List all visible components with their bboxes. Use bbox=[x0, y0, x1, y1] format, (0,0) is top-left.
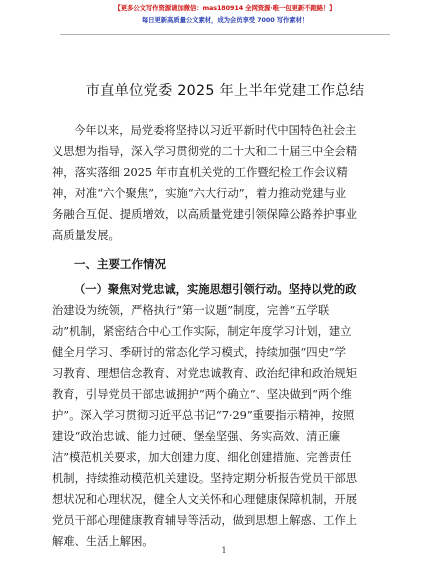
paragraph-line: 党员干部心理健康教育辅导等活动，做到思想上解惑、工作上 bbox=[52, 514, 358, 527]
intro-line: 高质量发展。 bbox=[52, 229, 120, 242]
intro-line: 今年以来，局党委将坚持以习近平新时代中国特色社会主 bbox=[74, 124, 357, 137]
subsection-heading: （一）聚焦对党忠诚，实施思想引领行动。坚持以党的政 bbox=[74, 283, 357, 296]
promo-banner-line-1: 【更多公文写作资源请加微信：mas180914 全网资源·唯一包更新不跑路！】 bbox=[114, 4, 336, 12]
paragraph-line: 护”。深入学习贯彻习近平总书记“7·29”重要指示精神，按照 bbox=[52, 409, 355, 422]
intro-line: 神，落实落细 2025 年市直机关党的工作暨纪检工作会议精 bbox=[52, 166, 348, 179]
document-title: 市直单位党委 2025 年上半年党建工作总结 bbox=[85, 83, 365, 99]
paragraph-line: 机制，持续推动模范机关建设。坚持定期分析报告党员干部思 bbox=[52, 472, 358, 485]
page-number: 1 bbox=[221, 546, 227, 555]
document-body bbox=[52, 120, 398, 552]
paragraph-line: 建设“政治忠诚、能力过硬、堡垒坚强、务实高效、清正廉 bbox=[52, 430, 341, 443]
paragraph-line: 想状况和心理状况，健全人文关怀和心理健康保障机制，开展 bbox=[52, 493, 358, 506]
paragraph-line: 教育，引导党员干部忠诚拥护“两个确立”、坚决做到“两个维 bbox=[52, 388, 352, 401]
section-heading: 一、主要工作情况 bbox=[74, 257, 166, 271]
paragraph-line: 健全月学习、季研讨的常态化学习模式，持续加强“四史”学 bbox=[52, 346, 346, 359]
promo-banner-line-2: 每日更新高质量公文素材，成为会员享受 7000 写作素材！ bbox=[141, 16, 309, 24]
paragraph-line: 解难、生活上解困。 bbox=[52, 535, 154, 548]
header-divider bbox=[60, 34, 390, 35]
paragraph-line: 习教育、理想信念教育、对党忠诚教育、政治纪律和政治规矩 bbox=[52, 367, 358, 380]
paragraph-line: 治建设为统领，严格执行“第一议题”制度，完善“五学联 bbox=[52, 304, 330, 317]
intro-line: 义思想为指导，深入学习贯彻党的二十大和二十届三中全会精 bbox=[52, 145, 358, 158]
intro-line: 务融合互促、提质增效，以高质量党建引领保障公路养护事业 bbox=[52, 208, 358, 221]
intro-line: 神，对准“六个聚焦”，实施“六大行动”，着力推动党建与业 bbox=[52, 187, 347, 200]
paragraph-line: 洁”模范机关要求，加大创建力度、细化创建措施、完善责任 bbox=[52, 451, 352, 464]
paragraph-line: 动”机制，紧密结合中心工作实际，制定年度学习计划，建立 bbox=[52, 325, 352, 338]
